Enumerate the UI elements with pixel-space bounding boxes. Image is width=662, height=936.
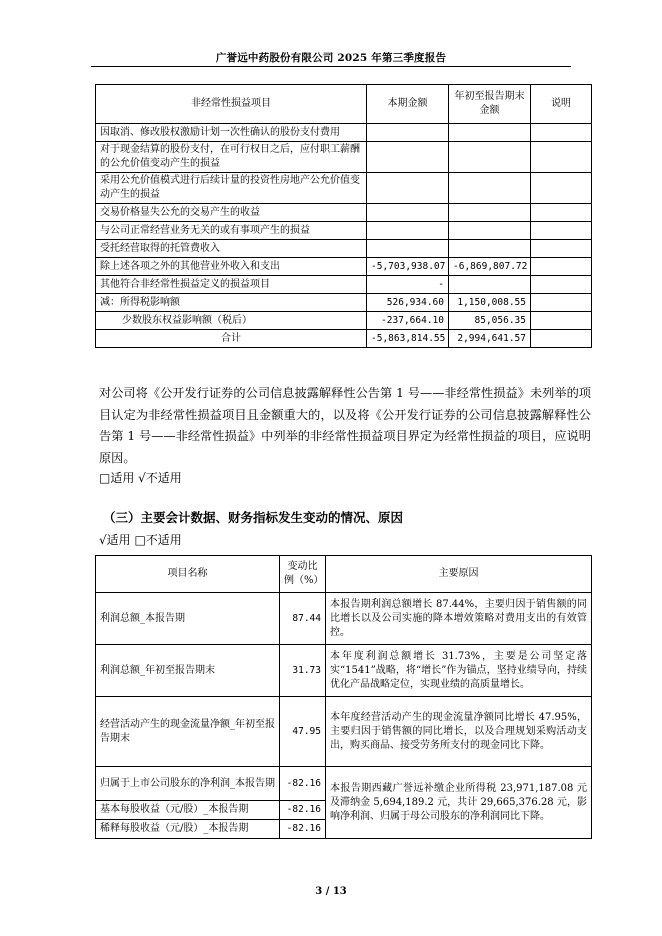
row-ytd (449, 124, 531, 142)
row-ytd (449, 240, 531, 258)
row-note (531, 222, 592, 240)
row-item: 基本每股收益（元/股）_本报告期 (96, 801, 280, 820)
row-ytd: 2,994,641.57 (449, 330, 531, 348)
row-note (531, 312, 592, 330)
row-item: 利润总额_年初至报告期末 (96, 645, 280, 697)
row-current (367, 142, 449, 173)
row-note (531, 330, 592, 348)
row-item: 对于现金结算的股份支付，在可行权日之后，应付职工薪酬的公允价值变动产生的损益 (96, 142, 367, 173)
row-current (367, 240, 449, 258)
row-note (531, 258, 592, 276)
row-item: 交易价格显失公允的交易产生的收益 (96, 204, 367, 222)
table-header-row (96, 556, 592, 593)
col-header-item: 项目名称 (96, 556, 280, 593)
row-ytd (449, 222, 531, 240)
table-row (96, 142, 592, 173)
header-divider (91, 66, 571, 67)
row-note (531, 124, 592, 142)
row-note (531, 142, 592, 173)
row-note (531, 173, 592, 204)
row-reason: 本报告期利润总额增长 87.44%，主要归因于销售额的同比增长以及公司实施的降本增效策略对费用支出的有效管控。 (326, 593, 592, 645)
table-row (96, 204, 592, 222)
table-row (96, 258, 592, 276)
row-ytd (449, 142, 531, 173)
report-header: 广誉远中药股份有限公司 2025 年第三季度报告 (215, 52, 447, 64)
merged-reason: 本报告期西藏广誉远补缴企业所得税 23,971,187.08 元及滞纳金 5,694,189.2 元，共计 29,665,376.28 元，影响净利润、归属于母公司股东的净利润同比下降。 (326, 767, 592, 839)
row-ratio: 87.44 (280, 593, 326, 645)
row-item: 受托经营取得的托管费收入 (96, 240, 367, 258)
col-header-note: 说明 (531, 85, 592, 124)
row-ratio: -82.16 (280, 767, 326, 801)
row-ytd: 1,150,008.55 (449, 294, 531, 312)
row-ytd (449, 276, 531, 294)
row-ratio: -82.16 (280, 820, 326, 839)
row-current: -237,664.10 (367, 312, 449, 330)
table-row (96, 173, 592, 204)
table-row (96, 645, 592, 697)
row-current (367, 124, 449, 142)
row-ratio: -82.16 (280, 801, 326, 820)
table-header-row (96, 85, 592, 124)
row-item: 与公司正常经营业务无关的或有事项产生的损益 (96, 222, 367, 240)
row-item: 利润总额_本报告期 (96, 593, 280, 645)
col-header-ratio: 变动比例（%） (280, 556, 326, 593)
applicability-option-1: □适用 √不适用 (99, 471, 182, 485)
page-number: 3 / 13 (315, 886, 347, 897)
col-header-reason: 主要原因 (326, 556, 592, 593)
row-current: 526,934.60 (367, 294, 449, 312)
change-reasons-table (95, 555, 592, 839)
row-item: 少数股东权益影响额（税后） (96, 312, 367, 330)
table-row (96, 276, 592, 294)
row-note (531, 294, 592, 312)
col-header-item: 非经常性损益项目 (96, 85, 367, 124)
col-header-current: 本期金额 (367, 85, 449, 124)
table-row (96, 767, 592, 801)
row-ytd (449, 173, 531, 204)
col-header-ytd: 年初至报告期末金额 (449, 85, 531, 124)
applicability-option-2: √适用 □不适用 (99, 533, 182, 547)
non-recurring-items-table (95, 84, 592, 348)
table-row (96, 697, 592, 767)
row-item: 其他符合非经常性损益定义的损益项目 (96, 276, 367, 294)
row-item: 减：所得税影响额 (96, 294, 367, 312)
row-item: 采用公允价值模式进行后续计量的投资性房地产公允价值变动产生的损益 (96, 173, 367, 204)
table-row (96, 124, 592, 142)
table-row (96, 222, 592, 240)
row-note (531, 276, 592, 294)
row-ratio: 47.95 (280, 697, 326, 767)
row-item: 除上述各项之外的其他营业外收入和支出 (96, 258, 367, 276)
row-note (531, 240, 592, 258)
row-ytd (449, 204, 531, 222)
row-item: 经营活动产生的现金流量净额_年初至报告期末 (96, 697, 280, 767)
row-ytd: 85,056.35 (449, 312, 531, 330)
row-reason: 本年度经营活动产生的现金流量净额同比增长 47.95%，主要归因于销售额的同比增长，以及合理规划采购活动支出，购买商品、接受劳务所支付的现金同比下降。 (326, 697, 592, 767)
row-ytd: -6,869,807.72 (449, 258, 531, 276)
row-ratio: 31.73 (280, 645, 326, 697)
table-row (96, 240, 592, 258)
row-current: - (367, 276, 449, 294)
row-reason: 本年度利润总额增长 31.73%，主要是公司坚定落实“1541”战略，将“增长”作为锚点，坚持业绩导向，持续优化产品战略定位，实现业绩的高质量增长。 (326, 645, 592, 697)
row-item: 合计 (96, 330, 367, 348)
table-row (96, 294, 592, 312)
row-current (367, 222, 449, 240)
row-current: -5,863,814.55 (367, 330, 449, 348)
table-total-row (96, 330, 592, 348)
row-item: 归属于上市公司股东的净利润_本报告期 (96, 767, 280, 801)
table-row (96, 593, 592, 645)
table-row (96, 312, 592, 330)
row-current (367, 173, 449, 204)
row-note (531, 204, 592, 222)
row-current (367, 204, 449, 222)
row-item: 稀释每股收益（元/股）_本报告期 (96, 820, 280, 839)
explanation-paragraph: 对公司将《公开发行证券的公司信息披露解释性公告第 1 号——非经常性损益》未列举的项目认定为非经常性损益项目且金额重大的，以及将《公开发行证券的公司信息披露解释性公告第 1 号——非经常性损益》中列举的非经常性损益项目界定为经常性损益的项目，应说明原因。 (99, 386, 591, 465)
row-item: 因取消、修改股权激励计划一次性确认的股份支付费用 (96, 124, 367, 142)
row-current: -5,703,938.07 (367, 258, 449, 276)
section-title: （三）主要会计数据、财务指标发生变动的情况、原因 (103, 510, 404, 525)
